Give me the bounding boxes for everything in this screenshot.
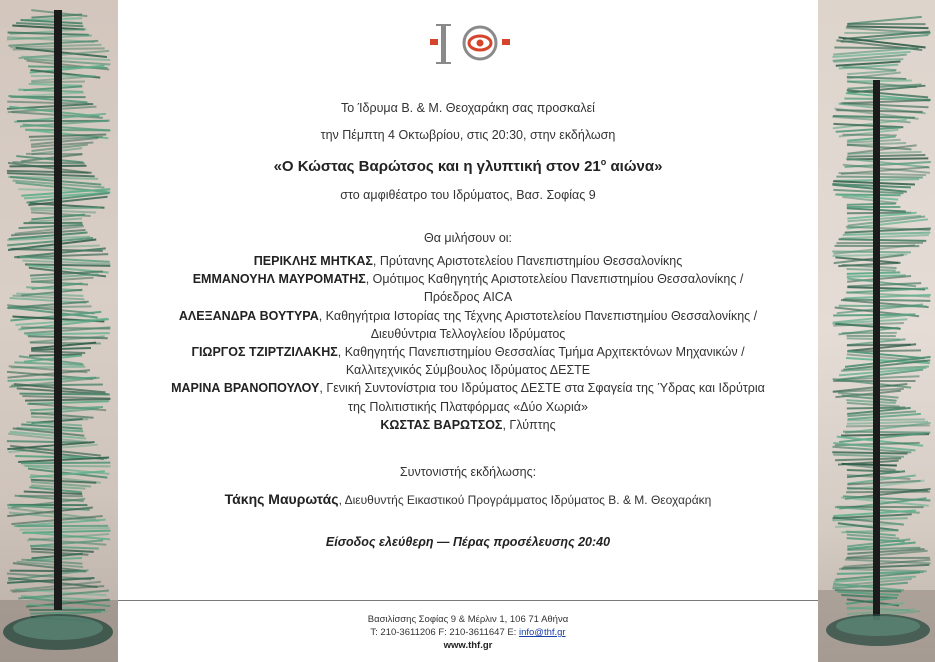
speakers-list: [118, 252, 818, 434]
venue-line: στο αμφιθέατρο του Ιδρύματος, Βασ. Σοφίας 9: [340, 188, 596, 202]
speaker-role-continued: Πρόεδρος AICA: [423, 290, 513, 305]
speaker-entry: [118, 379, 818, 415]
glass-sheet: [29, 609, 105, 611]
glass-sheet: [17, 525, 109, 527]
thf-io-logo-icon: [118, 22, 818, 66]
event-title-main: «Ο Κώστας Βαρώτσος και η γλυπτική στον 21: [273, 158, 601, 175]
footer-divider: [118, 600, 818, 601]
glass-sheet: [839, 238, 927, 242]
invitation-line-2: την Πέμπτη 4 Οκτωβρίου, στις 20:30, στην εκδήλωση: [320, 128, 616, 142]
glass-sheet: [842, 332, 897, 334]
moderator-line: [118, 491, 818, 508]
speaker-role-continued: της Πολιτιστικής Πλατφόρμας «Δύο Χωριά»: [348, 399, 588, 414]
entry-note: Είσοδος ελεύθερη — Πέρας προσέλευσης 20:40: [325, 535, 611, 549]
glass-spiral-sculpture-left: [0, 0, 118, 662]
invitation-line-1: Το Ίδρυμα Β. & Μ. Θεοχαράκη σας προσκαλεί: [341, 101, 595, 115]
moderator-name: Τάκης Μαυρωτάς: [224, 491, 339, 507]
speaker-entry: [118, 252, 818, 270]
speaker-entry: [118, 416, 818, 434]
speaker-name: ΠΕΡΙΚΛΗΣ ΜΗΤΚΑΣ: [253, 254, 373, 268]
speaker-name: ΚΩΣΤΑΣ ΒΑΡΩΤΣΟΣ: [380, 417, 503, 432]
invitation-card: [118, 0, 818, 662]
footer-address: Βασιλίσσης Σοφίας 9 & Μέρλιν 1, 106 71 Αθήνα: [367, 614, 569, 625]
glass-spiral-sculpture-right: [818, 0, 935, 662]
speaker-role: , Γενική Συντονίστρια του Ιδρύματος ΔΕΣΤΕ στα Σφαγεία της Ύδρας και Ιδρύτρια: [319, 381, 765, 396]
event-title-superscript: ο: [600, 157, 607, 167]
footer-website-link[interactable]: www.thf.gr: [443, 640, 493, 651]
footer-email-link[interactable]: info@thf.gr: [518, 627, 566, 638]
moderator-role: , Διευθυντής Εικαστικού Προγράμματος Ιδρύματος Β. & Μ. Θεοχαράκη: [338, 493, 712, 507]
glass-sheet: [30, 207, 100, 209]
footer-contacts: [118, 626, 818, 639]
speaker-name: ΓΙΩΡΓΟΣ ΤΖΙΡΤΖΙΛΑΚΗΣ: [191, 345, 338, 360]
speaker-name: ΜΑΡΙΝΑ ΒΡΑΝΟΠΟΥΛΟΥ: [171, 381, 320, 396]
glass-sheet: [847, 23, 925, 25]
footer-website: [118, 639, 818, 652]
footer-phone-fax: T: 210-3611206 F: 210-3611647 E:: [370, 627, 519, 638]
moderator-heading: Συντονιστής εκδήλωσης:: [399, 465, 537, 479]
speaker-name: ΑΛΕΞΑΝΔΡΑ ΒΟΥΤΥΡΑ: [178, 308, 319, 323]
glass-sheet: [24, 222, 83, 224]
glass-sheet: [838, 172, 926, 176]
glass-sheet: [847, 154, 925, 158]
speaker-role: , Καθηγητής Πανεπιστημίου Θεσσαλίας Τμήμα Αρχιτεκτόνων Μηχανικών /: [337, 345, 745, 360]
speaker-role: , Καθηγήτρια Ιστορίας της Τέχνης Αριστοτελείου Πανεπιστημίου Θεσσαλονίκης /: [318, 308, 758, 323]
glass-sheet: [846, 335, 895, 337]
event-title: [118, 157, 818, 175]
speaker-entry: [118, 343, 818, 379]
speaker-entry: [118, 270, 818, 306]
glass-sheet: [847, 76, 907, 80]
event-title-end: αιώνα»: [606, 158, 663, 175]
sculpture-photo-right: [818, 0, 935, 662]
speaker-entry: [118, 307, 818, 343]
sculpture-photo-left: [0, 0, 118, 662]
glass-sheet: [846, 557, 930, 559]
speaker-role-continued: Καλλιτεχνικός Σύμβουλος Ιδρύματος ΔΕΣΤΕ: [345, 363, 591, 378]
speaker-role: , Γλύπτης: [502, 417, 556, 432]
speaker-role-continued: Διευθύντρια Τελλογλείου Ιδρύματος: [370, 326, 566, 341]
glass-sheet: [847, 203, 896, 206]
speaker-name: ΕΜΜΑΝΟΥΗΛ ΜΑΥΡΟΜΑΤΗΣ: [192, 272, 366, 287]
speaker-role: , Ομότιμος Καθηγητής Αριστοτελείου Πανεπιστημίου Θεσσαλονίκης /: [365, 272, 744, 287]
speaker-role: , Πρύτανης Αριστοτελείου Πανεπιστημίου Θεσσαλονίκης: [372, 254, 683, 268]
speakers-heading: Θα μιλήσουν οι:: [423, 231, 513, 245]
